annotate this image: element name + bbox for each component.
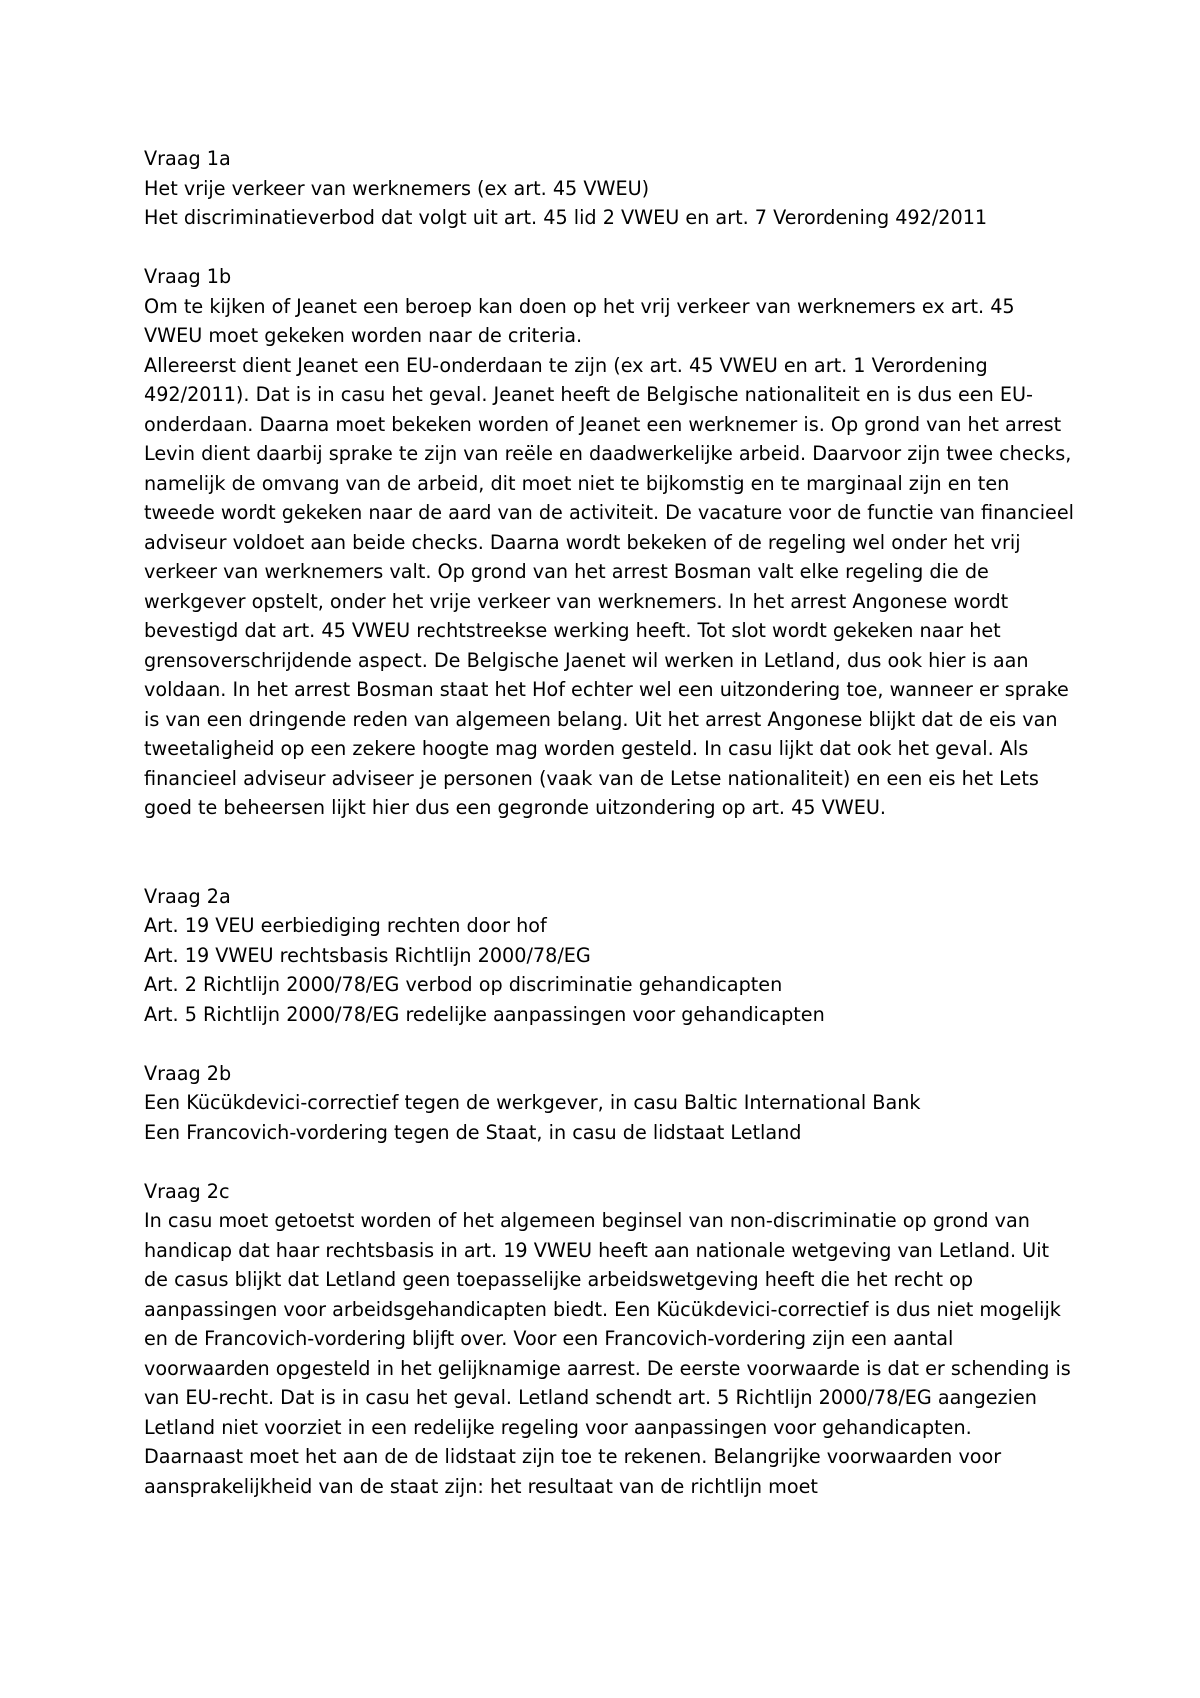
section-heading: Vraag 2b bbox=[144, 1061, 232, 1085]
section-vraag-1a bbox=[144, 144, 1074, 233]
text-line: Een Francovich-vordering tegen de Staat, in casu de lidstaat Letland bbox=[144, 1120, 802, 1144]
section-heading: Vraag 2a bbox=[144, 884, 231, 908]
text-line: Het discriminatieverbod dat volgt uit art. 45 lid 2 VWEU en art. 7 Verordening 492/2011 bbox=[144, 206, 988, 229]
text-line: Art. 19 VEU eerbiediging rechten door hof bbox=[144, 914, 547, 937]
text-line: Art. 5 Richtlijn 2000/78/EG redelijke aanpassingen voor gehandicapten bbox=[144, 1002, 825, 1026]
section-vraag-1b bbox=[144, 262, 1074, 823]
section-heading: Vraag 1a bbox=[144, 147, 231, 170]
section-vraag-2a bbox=[144, 882, 1074, 1030]
text-line: Een Kücükdevici-correctief tegen de werkgever, in casu Baltic International Bank bbox=[144, 1091, 921, 1114]
section-heading: Vraag 2c bbox=[144, 1179, 230, 1203]
text-line: Art. 19 VWEU rechtsbasis Richtlijn 2000/78/EG bbox=[144, 943, 591, 967]
section-vraag-2b bbox=[144, 1059, 1074, 1148]
section-vraag-2c bbox=[144, 1177, 1074, 1502]
text-line: Art. 2 Richtlijn 2000/78/EG verbod op discriminatie gehandicapten bbox=[144, 973, 783, 996]
paragraph: Allereerst dient Jeanet een EU-onderdaan te zijn (ex art. 45 VWEU en art. 1 Verordening 492/2011). Dat is in casu het geval. Jeanet heeft de Belgische nationaliteit en is dus een EU-onderdaan. Daarna moet bekeken worden of Jeanet een werknemer is. Op grond van het arrest Levin dient daarbij sprake te zijn van reële en daadwerkelijke arbeid. Daarvoor zijn twee checks, namelijk de omvang van de arbeid, dit moet niet te bijkomstig en te marginaal zijn en ten tweede wordt gekeken naar de aard van de activiteit. De vacature voor de functie van financieel adviseur voldoet aan beide checks. Daarna wordt bekeken of de regeling wel onder het vrij verkeer van werknemers valt. Op grond van het arrest Bosman valt elke regeling die de werkgever opstelt, onder het vrije verkeer van werknemers. In het arrest Angonese wordt bevestigd dat art. 45 VWEU rechtstreekse werking heeft. Tot slot wordt gekeken naar het grensoverschrijdende aspect. De Belgische Jaenet wil werken in Letland, dus ook hier is aan voldaan. In het arrest Bosman staat het Hof echter wel een uitzondering toe, wanneer er sprake is van een dringende reden van algemeen belang. Uit het arrest Angonese blijkt dat de eis van tweetaligheid op een zekere hoogte mag worden gesteld. In casu lijkt dat ook het geval. Als financieel adviseur adviseer je personen (vaak van de Letse nationaliteit) en een eis het Lets goed te beheersen lijkt hier dus een gegronde uitzondering op art. 45 VWEU. bbox=[144, 353, 1074, 819]
section-heading: Vraag 1b bbox=[144, 265, 232, 288]
paragraph: Om te kijken of Jeanet een beroep kan doen op het vrij verkeer van werknemers ex art. 45 VWEU moet gekeken worden naar de criteria. bbox=[144, 294, 1015, 347]
paragraph: In casu moet getoetst worden of het algemeen beginsel van non-discriminatie op grond van handicap dat haar rechtsbasis in art. 19 VWEU heeft aan nationale wetgeving van Letland. Uit de casus blijkt dat Letland geen toepasselijke arbeidswetgeving heeft die het recht op aanpassingen voor arbeidsgehandicapten biedt. Een Kücükdevici-correctief is dus niet mogelijk en de Francovich-vordering blijft over. Voor een Francovich-vordering zijn een aantal voorwaarden opgesteld in het gelijknamige aarrest. De eerste voorwaarde is dat er schending is van EU-recht. Dat is in casu het geval. Letland schendt art. 5 Richtlijn 2000/78/EG aangezien Letland niet voorziet in een redelijke regeling voor aanpassingen voor gehandicapten. Daarnaast moet het aan de de lidstaat zijn toe te rekenen. Belangrijke voorwaarden voor aansprakelijkheid van de staat zijn: het resultaat van de richtlijn moet bbox=[144, 1209, 1071, 1498]
document-page bbox=[144, 144, 1074, 1501]
text-line: Het vrije verkeer van werknemers (ex art. 45 VWEU) bbox=[144, 176, 650, 200]
